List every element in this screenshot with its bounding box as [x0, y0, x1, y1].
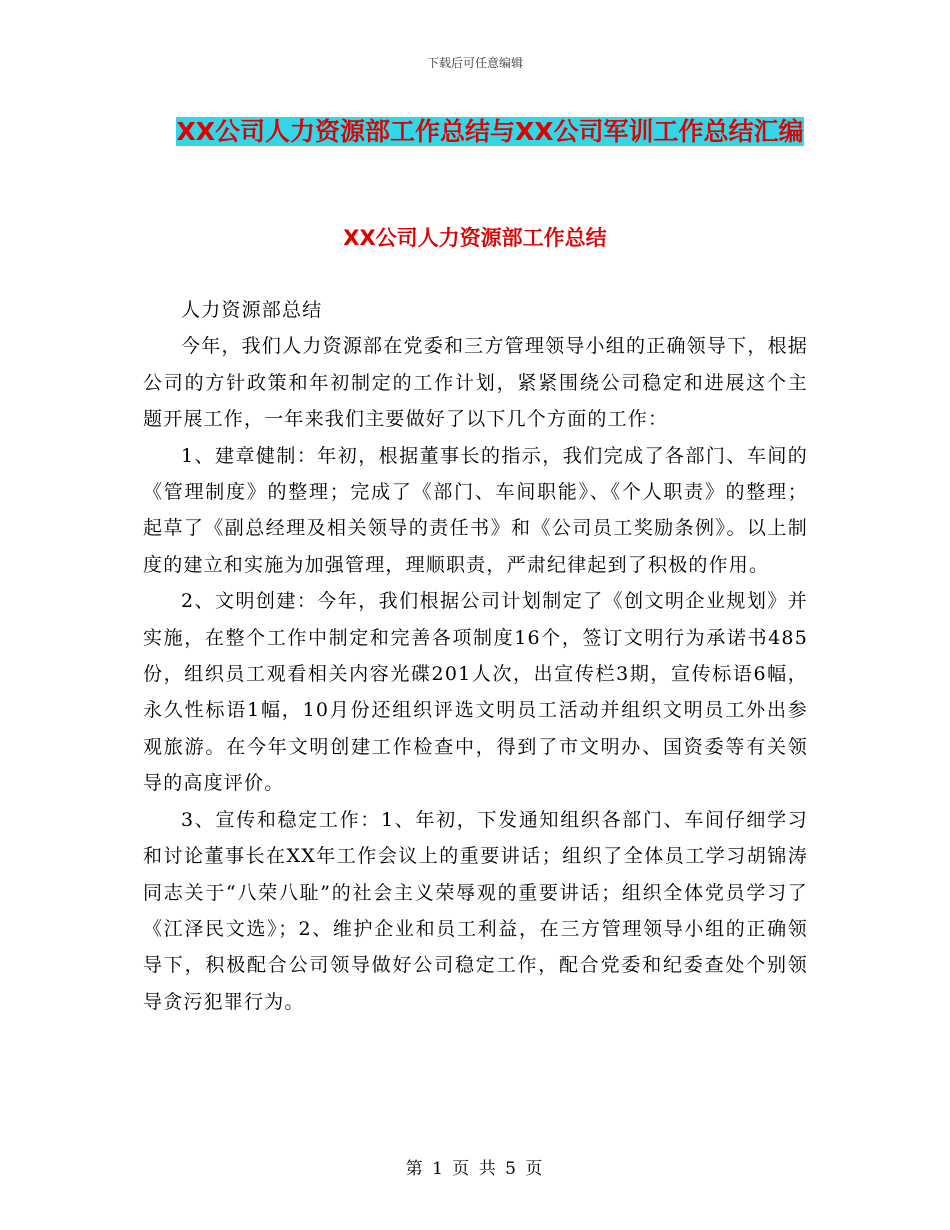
paragraph-intro: 今年，我们人力资源部在党委和三方管理领导小组的正确领导下，根据公司的方针政策和年初制定的工作计划，紧紧围绕公司稳定和进展这个主题开展工作，一年来我们主要做好了以下几个方面的工作： [143, 335, 808, 431]
paragraph-item-3: 3、宣传和稳定工作：1、年初，下发通知组织各部门、车间仔细学习和讨论董事长在XX年工作会议上的重要讲话；组织了全体员工学习胡锦涛同志关于“八荣八耻”的社会主义荣辱观的重要讲话；组织全体党员学习了《江泽民文选》；2、维护企业和员工利益，在三方管理领导小组的正确领导下，积极配合公司领导做好公司稳定工作，配合党委和纪委查处个别领导贪污犯罪行为。 [143, 808, 808, 1013]
header-note: 下载后可任意编辑 [426, 56, 523, 70]
paragraph-item-1: 1、建章健制：年初，根据董事长的指示，我们完成了各部门、车间的《管理制度》的整理；完成了《部门、车间职能》、《个人职责》的整理；起草了《副总经理及相关领导的责任书》和《公司员工奖励条例》。以上制度的建立和实施为加强管理，理顺职责，严肃纪律起到了积极的作用。 [143, 444, 808, 576]
document-body [143, 292, 808, 1020]
paragraph-item-2: 2、文明创建：今年，我们根据公司计划制定了《创文明企业规划》并实施，在整个工作中制定和完善各项制度16个，签订文明行为承诺书485份，组织员工观看相关内容光碟201人次，出宣传栏3期，宣传标语6幅，永久性标语1幅，10月份还组织评选文明员工活动并组织文明员工外出参观旅游。在今年文明创建工作检查中，得到了市文明办、国资委等有关领导的高度评价。 [143, 590, 808, 795]
page-number: 第 1 页 共 5 页 [405, 1159, 545, 1179]
section-title: XX公司人力资源部工作总结 [343, 226, 607, 250]
paragraph-heading: 人力资源部总结 [181, 299, 323, 321]
document-title-text: XX公司人力资源部工作总结与XX公司军训工作总结汇编 [176, 117, 804, 146]
document-title [160, 112, 820, 152]
